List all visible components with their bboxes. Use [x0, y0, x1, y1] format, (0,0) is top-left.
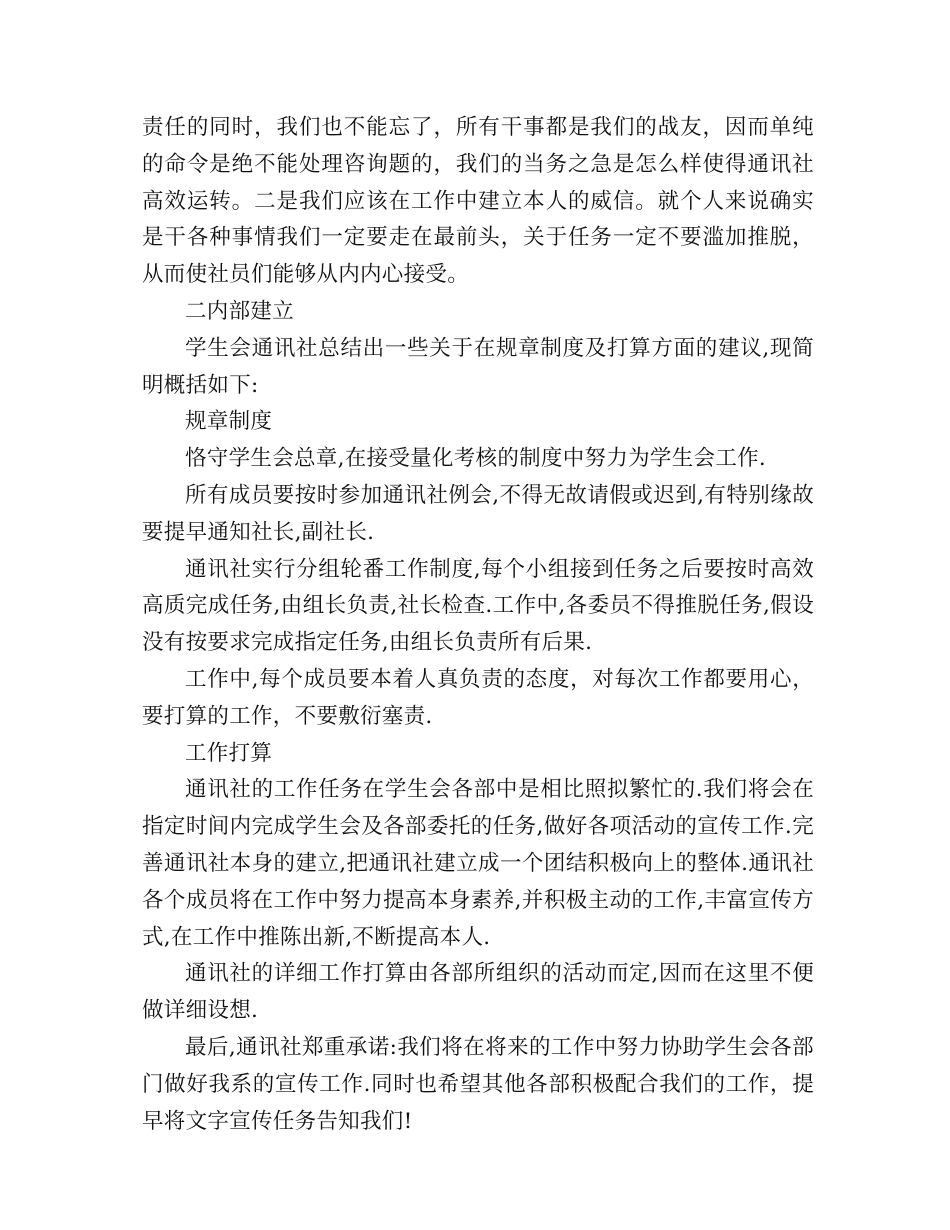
paragraph-intro: 学生会通讯社总结出一些关于在规章制度及打算方面的建议,现简明概括如下: — [142, 335, 814, 398]
document-body — [142, 110, 814, 1140]
paragraph-rule-2: 所有成员要按时参加通讯社例会,不得无故请假或迟到,有特别缘故要提早通知社长,副社长. — [142, 482, 814, 545]
paragraph-continued: 责任的同时，我们也不能忘了，所有干事都是我们的战友，因而单纯的命令是绝不能处理咨询题的，我们的当务之急是怎么样使得通讯社高效运转。二是我们应该在工作中建立本人的威信。就个人来说确实是干各种事情我们一定要走在最前头，关于任务一定不要滥加推脱，从而使社员们能够从内内心接受。 — [142, 115, 814, 288]
paragraph-closing: 最后,通讯社郑重承诺:我们将在将来的工作中努力协助学生会各部门做好我系的宣传工作.同时也希望其他各部积极配合我们的工作，提早将文字宣传任务告知我们! — [142, 1034, 814, 1134]
section-heading-internal-construction: 二内部建立 — [185, 298, 295, 324]
paragraph-rule-1: 恪守学生会总章,在接受量化考核的制度中努力为学生会工作. — [185, 446, 767, 472]
paragraph-plan-1: 通讯社的工作任务在学生会各部中是相比照拟繁忙的.我们将会在指定时间内完成学生会及各部委托的任务,做好各项活动的宣传工作.完善通讯社本身的建立,把通讯社建立成一个团结积极向上的整体.通讯社各个成员将在工作中努力提高本身素养,并积极主动的工作,丰富宣传方式,在工作中推陈出新,不断提高本人. — [142, 777, 814, 950]
paragraph-rule-3: 通讯社实行分组轮番工作制度,每个小组接到任务之后要按时高效高质完成任务,由组长负责,社长检查.工作中,各委员不得推脱任务,假设没有按要求完成指定任务,由组长负责所有后果. — [142, 556, 814, 656]
subheading-rules: 规章制度 — [185, 409, 273, 435]
paragraph-plan-2: 通讯社的详细工作打算由各部所组织的活动而定,因而在这里不便做详细设想. — [142, 961, 814, 1024]
subheading-work-plan: 工作打算 — [185, 740, 273, 766]
paragraph-rule-4: 工作中,每个成员要本着人真负责的态度，对每次工作都要用心，要打算的工作，不要敷衍塞责. — [142, 666, 814, 729]
